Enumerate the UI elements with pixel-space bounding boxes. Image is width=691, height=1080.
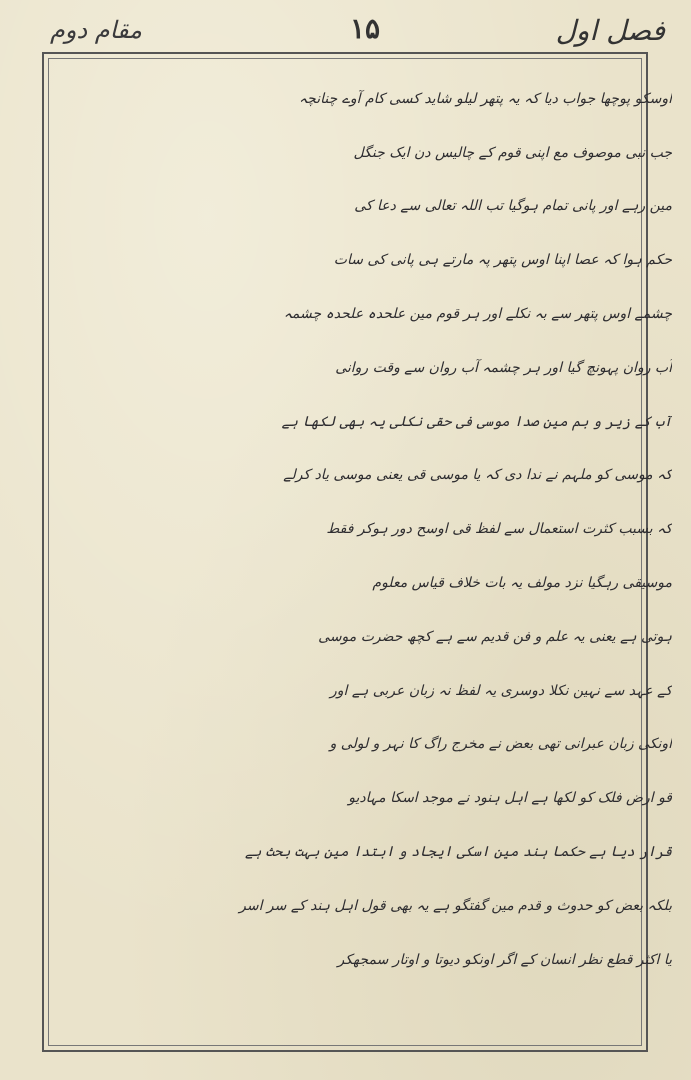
text-line: یا اکثر قطع نظر انسان کے اگر اونکو دیوتا و اوتار سمجھکر	[337, 951, 672, 968]
text-line: کہ موسی کو ملہم نے ندا دی کہ یا موسی قی یعنی موسی یاد کرلے	[283, 467, 672, 484]
text-line: موسیقی رہگیا نزد مولف یہ بات خلاف قیاس معلوم	[372, 575, 672, 592]
chapter-label: فصل اول	[555, 14, 665, 47]
page-number: ۱۵	[350, 12, 381, 45]
text-line: قرار دیا ہے حکما ہند مین اسکی ایجاد و ابتدا مین بہت بحث ہے	[245, 844, 672, 861]
text-line: ہوتی ہے یعنی یہ علم و فن قدیم سے ہے کچھ حضرت موسی	[318, 628, 672, 645]
section-label: مقام دوم	[50, 16, 142, 44]
text-line: جب نبی موصوف مع اپنی قوم کے چالیس دن ایک جنگل	[353, 144, 672, 161]
text-line: مین رہے اور پانی تمام ہوگیا تب اللہ تعالی سے دعا کی	[354, 198, 672, 215]
text-line: بلکہ بعض کو حدوث و قدم مین گفتگو ہے یہ بھی قول اہل ہند کے سر اسر	[239, 897, 672, 914]
text-line: حکم ہوا کہ عصا اپنا اوس پتھر پہ مارتے ہی پانی کی سات	[333, 252, 672, 269]
text-line: اونکی زبان عبرانی تھی بعض نے مخرج راگ کا نہر و لولی و	[329, 736, 672, 753]
text-line: آب کے زیر و بم مین صدا موسی فی حقی نکلی یہ بھی لکھا ہے	[281, 413, 672, 430]
text-line: آب روان پہونچ گیا اور ہر چشمہ آب روان سے وقت روانی	[335, 359, 672, 376]
text-line: کہ بسبب کثرت استعمال سے لفظ قی اوسح دور ہوکر فقط	[326, 521, 672, 538]
text-line: اوسکو پوچھا جواب دیا کہ یہ پتھر لیلو شاید کسی کام آوے چنانچہ	[298, 90, 672, 107]
text-line: چشمے اوس پتھر سے بہ نکلے اور ہر قوم مین علحدہ علحدہ چشمہ	[283, 306, 672, 323]
text-line: کے عہد سے نہین نکلا دوسری یہ لفظ نہ زبان عربی ہے اور	[330, 682, 672, 699]
page-header	[40, 10, 671, 52]
text-body	[42, 72, 672, 987]
text-line: قو ارض فلک کو لکھا ہے اہل ہنود نے موجد اسکا مہادیو	[348, 790, 672, 807]
